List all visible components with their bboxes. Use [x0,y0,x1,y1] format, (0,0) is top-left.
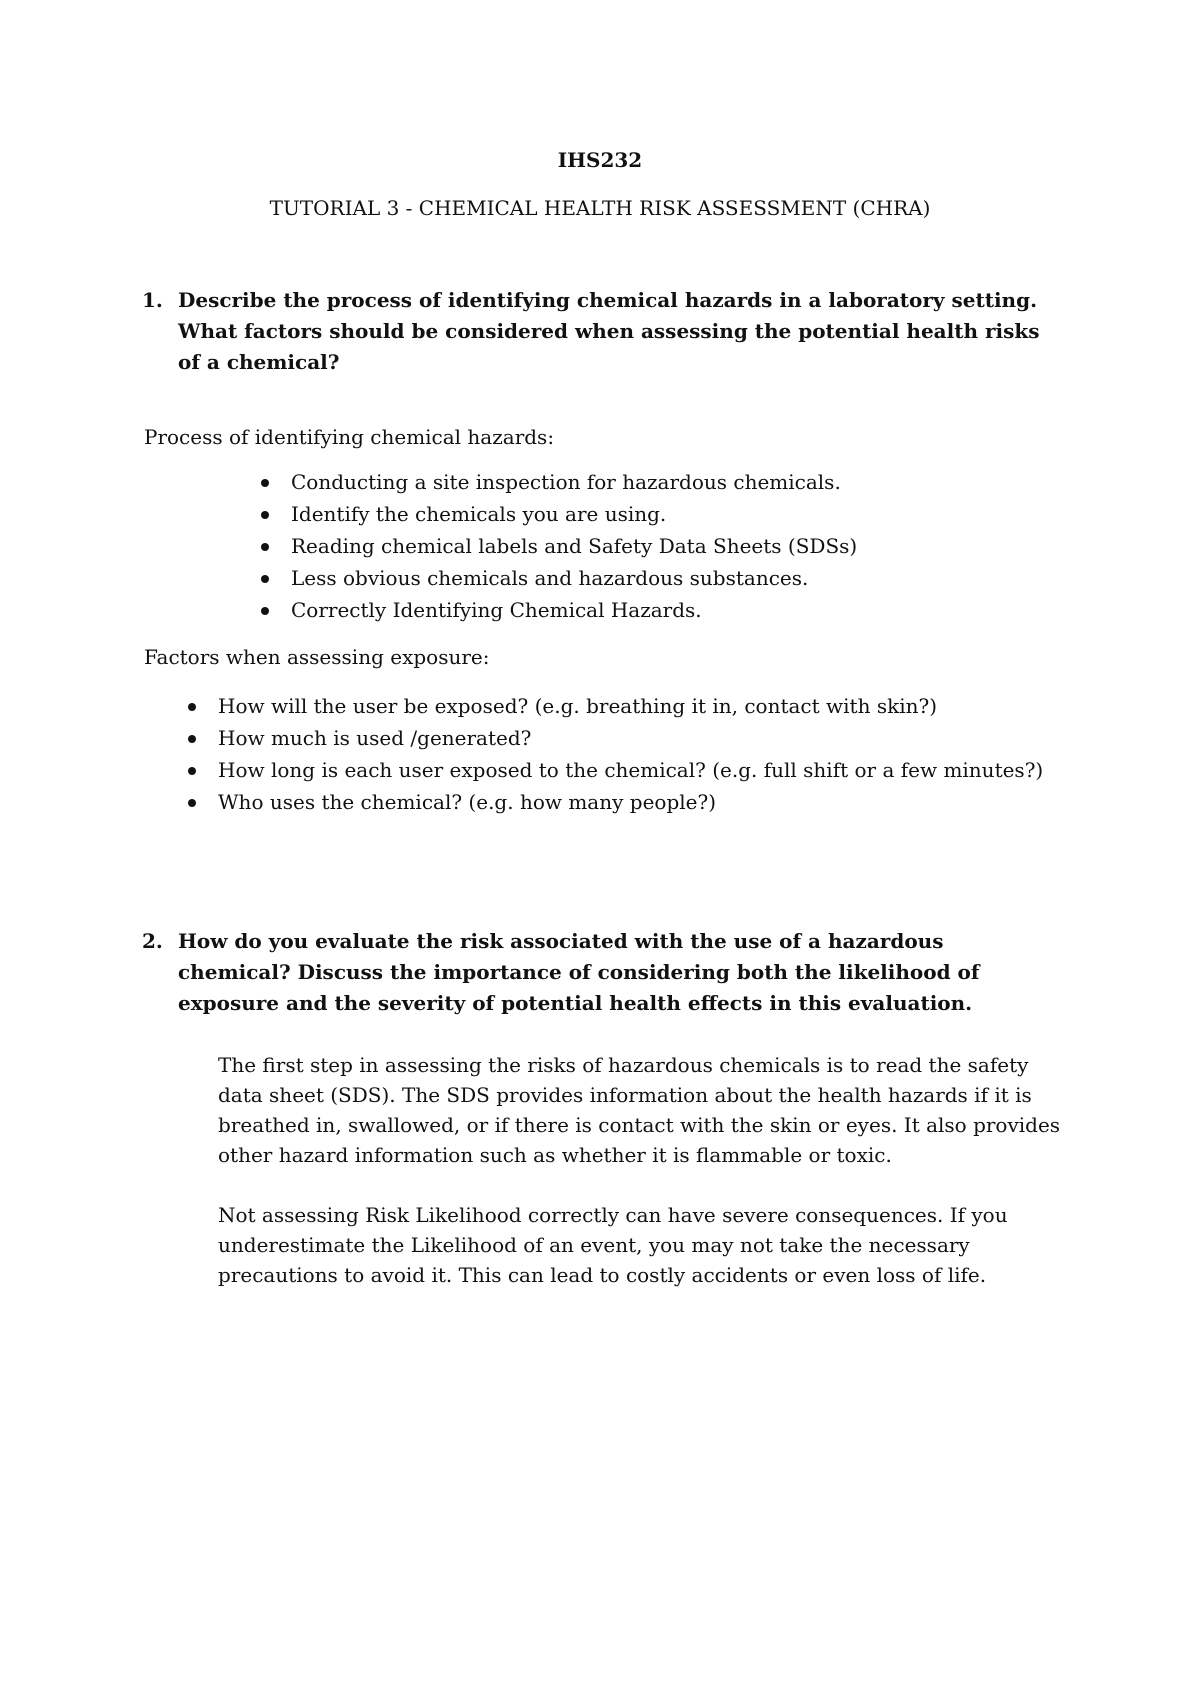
question-2-number: 2. [142,929,163,953]
list-item-text: How will the user be exposed? (e.g. breathing it in, contact with skin?) [218,694,938,718]
list-item [291,498,857,530]
list-item-text: Reading chemical labels and Safety Data Sheets (SDSs) [291,534,858,558]
question-1 [142,285,1058,378]
question-1-text: Describe the process of identifying chemical hazards in a laboratory setting. What factors should be considered when assessing the potential health risks of a chemical? [178,288,1040,374]
list-item-text: Correctly Identifying Chemical Hazards. [291,598,702,622]
list-item [218,754,1043,786]
bullet-icon [261,543,269,551]
process-list [291,466,857,626]
list-item-text: Who uses the chemical? (e.g. how many people?) [218,790,717,814]
list-item-text: How long is each user exposed to the chemical? (e.g. full shift or a few minutes?) [218,758,1044,782]
bullet-icon [188,767,196,775]
document-title: TUTORIAL 3 - CHEMICAL HEALTH RISK ASSESSMENT (CHRA) [269,196,931,220]
list-item [218,722,1043,754]
list-item [218,786,1043,818]
list-item-text: Identify the chemicals you are using. [291,502,667,526]
bullet-icon [261,511,269,519]
factors-list [218,690,1043,818]
question-2 [142,926,1058,1019]
list-item-text: How much is used /generated? [218,726,532,750]
bullet-icon [261,479,269,487]
list-item [218,690,1043,722]
course-code: IHS232 [557,148,643,172]
bullet-icon [261,575,269,583]
answer-paragraph-sds: The first step in assessing the risks of hazardous chemicals is to read the safety data sheet (SDS). The SDS provides information about the health hazards if it is breathed in, swallowed, or if there is contact with the skin or eyes. It also provides other hazard information such as whether it is flammable or toxic. [218,1053,1061,1167]
list-item-text: Conducting a site inspection for hazardous chemicals. [291,470,841,494]
list-item [291,594,857,626]
list-item [291,466,857,498]
bullet-icon [188,735,196,743]
bullet-icon [188,799,196,807]
list-item [291,530,857,562]
process-heading: Process of identifying chemical hazards: [144,425,555,449]
bullet-icon [261,607,269,615]
list-item-text: Less obvious chemicals and hazardous substances. [291,566,809,590]
bullet-icon [188,703,196,711]
list-item [291,562,857,594]
question-1-number: 1. [142,288,163,312]
factors-heading: Factors when assessing exposure: [144,645,490,669]
answer-paragraph-likelihood: Not assessing Risk Likelihood correctly can have severe consequences. If you underestimate the Likelihood of an event, you may not take the necessary precautions to avoid it. This can lead to costly accidents or even loss of life. [218,1203,1008,1287]
question-2-text: How do you evaluate the risk associated with the use of a hazardous chemical? Discuss the importance of considering both the likelihood of exposure and the severity of potential health effects in this evaluation. [178,929,980,1015]
